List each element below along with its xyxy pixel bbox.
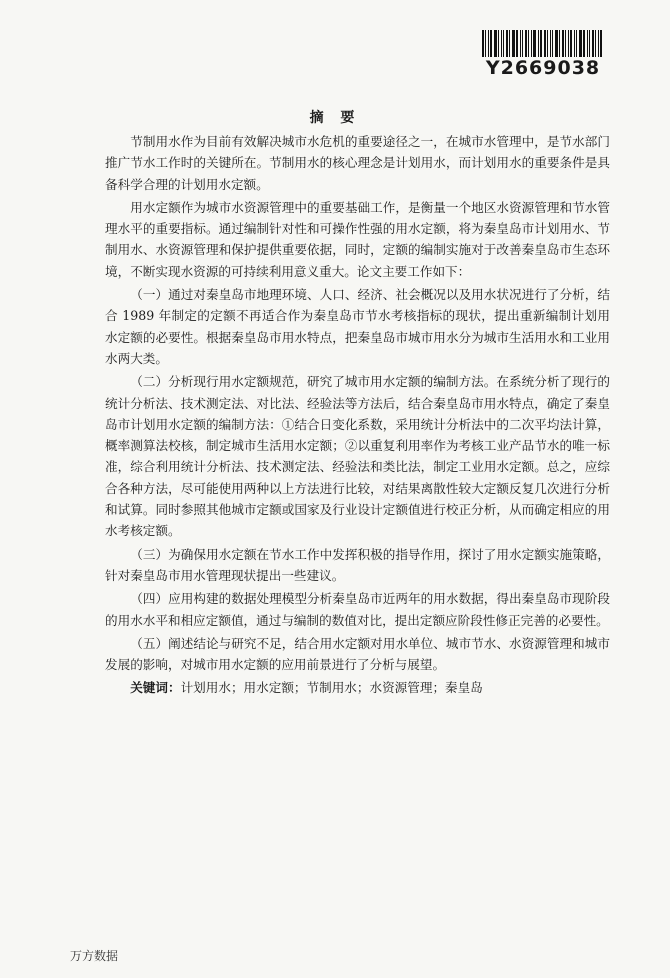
- barcode-bar: [531, 30, 532, 57]
- barcode-bar: [503, 30, 504, 57]
- barcode-bar: [598, 30, 599, 57]
- barcode-bar: [576, 30, 577, 57]
- barcode-number: Y2669038: [485, 57, 601, 79]
- barcode-bar: [528, 30, 529, 57]
- barcode-bar: [562, 30, 564, 57]
- barcode-bar: [540, 30, 542, 57]
- paragraph: 节制用水作为目前有效解决城市水危机的重要途径之一，在城市水管理中，是节水部门推广节水工作时的关键所在。节制用水的核心理念是计划用水，而计划用水的重要条件是具备科学合理的计划用水定额。: [105, 134, 610, 192]
- barcode-bar: [592, 30, 594, 57]
- barcode-bar: [595, 30, 596, 57]
- watermark-footer: 万方数据: [70, 949, 119, 963]
- keywords-text: 计划用水；用水定额；节制用水；水资源管理；秦皇岛: [180, 680, 483, 696]
- barcode-bar: [533, 30, 536, 57]
- paragraph: （四）应用构建的数据处理模型分析秦皇岛市近两年的用水数据，得出秦皇岛市现阶段的用水水平和相应定额值，通过与编制的数值对比，提出定额应阶段性修正完善的必要性。: [105, 591, 610, 628]
- barcode-bar: [485, 30, 486, 57]
- paragraph: （三）为确保用水定额在节水工作中发挥积极的指导作用，探讨了用水定额实施策略，针对秦皇岛市用水管理现状提出一些建议。: [105, 546, 610, 583]
- barcode-bar: [550, 30, 551, 57]
- barcode-bar: [552, 30, 553, 57]
- abstract-body: [105, 131, 610, 699]
- barcode-bar: [574, 30, 575, 57]
- keywords-label: 关键词：: [130, 680, 181, 696]
- barcode-bar: [538, 30, 539, 57]
- barcode-bar: [509, 30, 510, 57]
- barcode-bar: [565, 30, 566, 57]
- barcode-bar: [579, 30, 582, 57]
- barcode-bar: [587, 30, 588, 57]
- barcode-bar: [559, 30, 560, 57]
- barcode-bar: [583, 30, 585, 57]
- paragraph: （五）阐述结论与研究不足，结合用水定额对用水单位、城市节水、水资源管理和城市发展的影响，对城市用水定额的应用前景进行了分析与展望。: [105, 635, 610, 673]
- barcode-bar: [520, 30, 521, 57]
- barcode-bar: [600, 30, 602, 57]
- barcode: [478, 30, 608, 78]
- paragraph: 用水定额作为城市水资源管理中的重要基础工作，是衡量一个地区水资源管理和节水管理水平的重要指标。通过编制针对性和可操作性强的用水定额，将为秦皇岛市计划用水、节制用水、水资源管理和保护提供重要依据，同时，定额的编制实施对于改善秦皇岛市生态环境，不断实现水资源的可持续利用意义重大。论文主要工作如下：: [105, 199, 610, 279]
- paragraph: （二）分析现行用水定额规范，研究了城市用水定额的编制方法。在系统分析了现行的统计分析法、技术测定法、对比法、经验法等方法后，结合秦皇岛市用水特点，确定了秦皇岛市计划用水定额的编制方法：①结合日变化系数，采用统计分析法中的二次平均法计算，概率测算法校核，制定城市生活用水定额；②以重复利用率作为考核工业产品节水的唯一标准，综合利用统计分析法、技术测定法、经验法和类比法，制定工业用水定额。总之，应综合各种方法，尽可能使用两种以上方法进行比较，对结果离散性较大定额反复几次进行分析和试算。同时参照其他城市定额或国家及行业设计定额值进行校正分析，从而确定相应的用水考核定额。: [105, 374, 610, 539]
- barcode-bar: [501, 30, 502, 57]
- barcode-bar: [568, 30, 569, 57]
- barcode-bar: [512, 30, 515, 57]
- barcode-bar: [544, 30, 546, 57]
- barcode-bar: [522, 30, 523, 57]
- barcode-bar: [525, 30, 527, 57]
- abstract-title: 摘 要: [309, 110, 361, 126]
- keywords: [105, 677, 610, 698]
- barcode-bar: [488, 30, 489, 57]
- barcode-bars: [478, 30, 608, 57]
- barcode-bar: [490, 30, 492, 57]
- barcode-bar: [506, 30, 508, 57]
- barcode-bar: [498, 30, 499, 57]
- barcode-bar: [555, 30, 558, 57]
- barcode-bar: [547, 30, 548, 57]
- barcode-bar: [570, 30, 572, 57]
- barcode-bar: [494, 30, 497, 57]
- barcode-bar: [516, 30, 518, 57]
- barcode-bar: [589, 30, 590, 57]
- barcode-bar: [482, 30, 484, 57]
- paragraph: （一）通过对秦皇岛市地理环境、人口、经济、社会概况以及用水状况进行了分析，结合 1989 年制定的定额不再适合作为秦皇岛市节水考核指标的现状，提出重新编制计划用水定额的必要性。根据秦皇岛市用水特点，把秦皇岛市城市用水分为城市生活用水和工业用水两大类。: [105, 287, 610, 366]
